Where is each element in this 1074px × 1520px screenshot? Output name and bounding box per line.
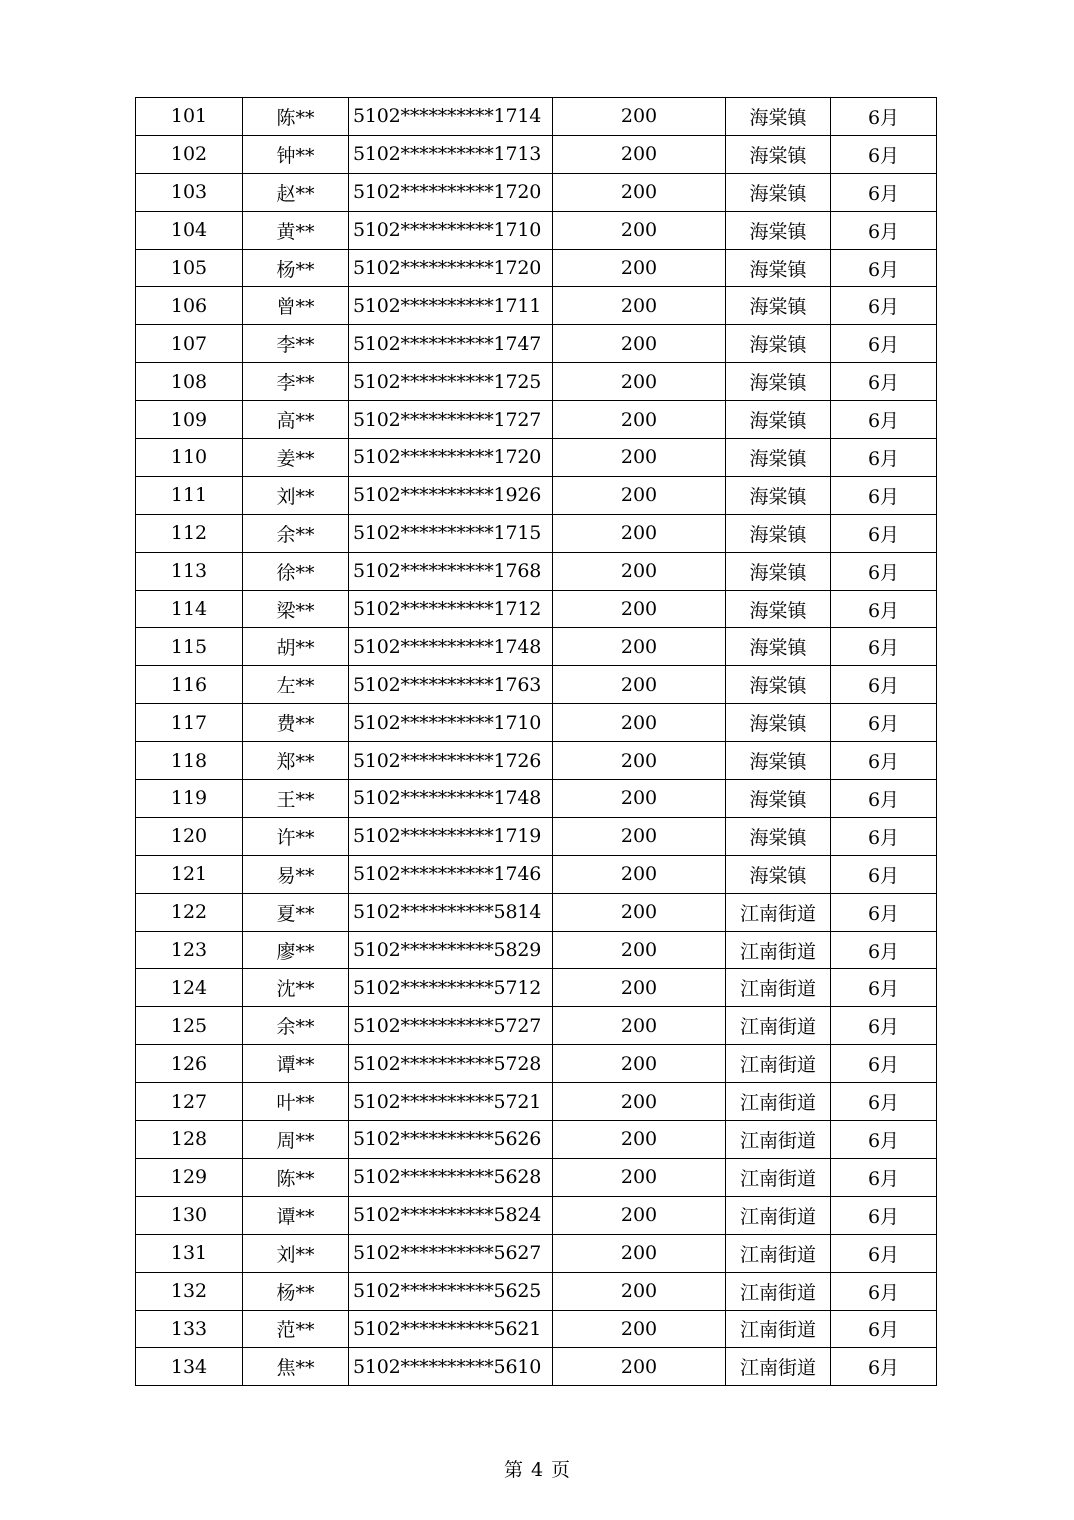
cell-amount: 200 — [553, 817, 726, 855]
cell-amount: 200 — [553, 249, 726, 287]
cell-location: 江南街道 — [726, 1158, 831, 1196]
cell-name: 姜** — [243, 439, 349, 477]
table-row — [136, 287, 937, 325]
cell-location: 海棠镇 — [726, 211, 831, 249]
table-row — [136, 1007, 937, 1045]
cell-amount: 200 — [553, 893, 726, 931]
cell-month: 6月 — [831, 363, 937, 401]
cell-location: 海棠镇 — [726, 590, 831, 628]
cell-location: 海棠镇 — [726, 363, 831, 401]
cell-number: 118 — [136, 742, 243, 780]
cell-id-number: 5102**********5610 — [349, 1348, 553, 1386]
cell-number: 119 — [136, 780, 243, 818]
cell-name: 李** — [243, 325, 349, 363]
cell-name: 黄** — [243, 211, 349, 249]
cell-month: 6月 — [831, 1121, 937, 1159]
cell-location: 海棠镇 — [726, 439, 831, 477]
cell-month: 6月 — [831, 1045, 937, 1083]
cell-id-number: 5102**********1748 — [349, 628, 553, 666]
cell-location: 海棠镇 — [726, 817, 831, 855]
cell-id-number: 5102**********1711 — [349, 287, 553, 325]
cell-id-number: 5102**********1746 — [349, 855, 553, 893]
cell-location: 海棠镇 — [726, 135, 831, 173]
table-row — [136, 249, 937, 287]
cell-amount: 200 — [553, 931, 726, 969]
cell-name: 廖** — [243, 931, 349, 969]
cell-number: 126 — [136, 1045, 243, 1083]
cell-name: 易** — [243, 855, 349, 893]
cell-name: 许** — [243, 817, 349, 855]
cell-amount: 200 — [553, 1121, 726, 1159]
cell-id-number: 5102**********5829 — [349, 931, 553, 969]
cell-number: 117 — [136, 704, 243, 742]
cell-amount: 200 — [553, 855, 726, 893]
page-number: 4 — [530, 1459, 544, 1481]
cell-number: 114 — [136, 590, 243, 628]
cell-id-number: 5102**********5621 — [349, 1310, 553, 1348]
cell-id-number: 5102**********5712 — [349, 969, 553, 1007]
cell-name: 高** — [243, 401, 349, 439]
cell-location: 江南街道 — [726, 1348, 831, 1386]
cell-amount: 200 — [553, 552, 726, 590]
table-row — [136, 893, 937, 931]
cell-id-number: 5102**********5627 — [349, 1234, 553, 1272]
table-row — [136, 135, 937, 173]
cell-number: 106 — [136, 287, 243, 325]
cell-month: 6月 — [831, 780, 937, 818]
cell-name: 陈** — [243, 1158, 349, 1196]
cell-name: 胡** — [243, 628, 349, 666]
cell-amount: 200 — [553, 969, 726, 1007]
cell-id-number: 5102**********1720 — [349, 173, 553, 211]
cell-amount: 200 — [553, 1158, 726, 1196]
cell-name: 谭** — [243, 1045, 349, 1083]
cell-id-number: 5102**********5628 — [349, 1158, 553, 1196]
cell-month: 6月 — [831, 1310, 937, 1348]
cell-number: 105 — [136, 249, 243, 287]
cell-month: 6月 — [831, 325, 937, 363]
cell-id-number: 5102**********1725 — [349, 363, 553, 401]
cell-number: 103 — [136, 173, 243, 211]
cell-location: 海棠镇 — [726, 325, 831, 363]
cell-number: 134 — [136, 1348, 243, 1386]
cell-id-number: 5102**********1726 — [349, 742, 553, 780]
cell-location: 江南街道 — [726, 1045, 831, 1083]
table-row — [136, 173, 937, 211]
cell-id-number: 5102**********1720 — [349, 249, 553, 287]
cell-amount: 200 — [553, 1272, 726, 1310]
table-row — [136, 855, 937, 893]
cell-id-number: 5102**********5721 — [349, 1083, 553, 1121]
cell-number: 113 — [136, 552, 243, 590]
cell-number: 107 — [136, 325, 243, 363]
cell-number: 120 — [136, 817, 243, 855]
cell-name: 刘** — [243, 1234, 349, 1272]
cell-month: 6月 — [831, 1196, 937, 1234]
cell-name: 沈** — [243, 969, 349, 1007]
table-row — [136, 1121, 937, 1159]
cell-month: 6月 — [831, 287, 937, 325]
cell-amount: 200 — [553, 1083, 726, 1121]
cell-amount: 200 — [553, 1007, 726, 1045]
cell-amount: 200 — [553, 325, 726, 363]
page-suffix: 页 — [551, 1459, 571, 1481]
cell-id-number: 5102**********5728 — [349, 1045, 553, 1083]
cell-id-number: 5102**********1747 — [349, 325, 553, 363]
cell-name: 夏** — [243, 893, 349, 931]
cell-name: 余** — [243, 1007, 349, 1045]
table-row — [136, 1234, 937, 1272]
cell-number: 115 — [136, 628, 243, 666]
cell-month: 6月 — [831, 628, 937, 666]
cell-number: 127 — [136, 1083, 243, 1121]
cell-location: 海棠镇 — [726, 514, 831, 552]
cell-month: 6月 — [831, 135, 937, 173]
cell-month: 6月 — [831, 1007, 937, 1045]
table-row — [136, 1158, 937, 1196]
cell-id-number: 5102**********5824 — [349, 1196, 553, 1234]
cell-amount: 200 — [553, 514, 726, 552]
cell-name: 郑** — [243, 742, 349, 780]
cell-location: 江南街道 — [726, 1007, 831, 1045]
cell-amount: 200 — [553, 1348, 726, 1386]
page-prefix: 第 — [503, 1459, 523, 1481]
cell-number: 116 — [136, 666, 243, 704]
cell-amount: 200 — [553, 590, 726, 628]
cell-location: 海棠镇 — [726, 666, 831, 704]
cell-location: 海棠镇 — [726, 287, 831, 325]
cell-number: 108 — [136, 363, 243, 401]
cell-amount: 200 — [553, 401, 726, 439]
cell-number: 129 — [136, 1158, 243, 1196]
cell-month: 6月 — [831, 666, 937, 704]
cell-location: 江南街道 — [726, 893, 831, 931]
cell-name: 李** — [243, 363, 349, 401]
cell-amount: 200 — [553, 1045, 726, 1083]
cell-month: 6月 — [831, 173, 937, 211]
cell-month: 6月 — [831, 855, 937, 893]
table-row — [136, 1310, 937, 1348]
table-body — [136, 98, 937, 1386]
table-row — [136, 98, 937, 136]
cell-id-number: 5102**********1763 — [349, 666, 553, 704]
beneficiary-table — [135, 97, 937, 1386]
cell-number: 130 — [136, 1196, 243, 1234]
cell-id-number: 5102**********1713 — [349, 135, 553, 173]
cell-location: 海棠镇 — [726, 249, 831, 287]
cell-name: 余** — [243, 514, 349, 552]
cell-id-number: 5102**********5625 — [349, 1272, 553, 1310]
cell-location: 江南街道 — [726, 1121, 831, 1159]
cell-month: 6月 — [831, 1348, 937, 1386]
cell-location: 海棠镇 — [726, 98, 831, 136]
table-row — [136, 704, 937, 742]
table-row — [136, 211, 937, 249]
cell-amount: 200 — [553, 135, 726, 173]
cell-id-number: 5102**********1727 — [349, 401, 553, 439]
cell-amount: 200 — [553, 476, 726, 514]
cell-id-number: 5102**********5814 — [349, 893, 553, 931]
cell-id-number: 5102**********5727 — [349, 1007, 553, 1045]
cell-location: 海棠镇 — [726, 552, 831, 590]
table-row — [136, 817, 937, 855]
cell-number: 123 — [136, 931, 243, 969]
cell-id-number: 5102**********1712 — [349, 590, 553, 628]
table-row — [136, 476, 937, 514]
cell-id-number: 5102**********1710 — [349, 211, 553, 249]
cell-name: 范** — [243, 1310, 349, 1348]
cell-month: 6月 — [831, 401, 937, 439]
cell-location: 海棠镇 — [726, 704, 831, 742]
cell-amount: 200 — [553, 780, 726, 818]
cell-month: 6月 — [831, 704, 937, 742]
cell-name: 谭** — [243, 1196, 349, 1234]
cell-amount: 200 — [553, 628, 726, 666]
cell-number: 131 — [136, 1234, 243, 1272]
cell-id-number: 5102**********1926 — [349, 476, 553, 514]
cell-name: 王** — [243, 780, 349, 818]
cell-id-number: 5102**********1715 — [349, 514, 553, 552]
cell-month: 6月 — [831, 439, 937, 477]
cell-name: 周** — [243, 1121, 349, 1159]
cell-amount: 200 — [553, 173, 726, 211]
table-row — [136, 1083, 937, 1121]
cell-number: 102 — [136, 135, 243, 173]
cell-month: 6月 — [831, 931, 937, 969]
cell-month: 6月 — [831, 249, 937, 287]
cell-month: 6月 — [831, 476, 937, 514]
cell-location: 江南街道 — [726, 969, 831, 1007]
cell-month: 6月 — [831, 211, 937, 249]
cell-amount: 200 — [553, 287, 726, 325]
cell-id-number: 5102**********1748 — [349, 780, 553, 818]
cell-name: 徐** — [243, 552, 349, 590]
cell-number: 124 — [136, 969, 243, 1007]
cell-amount: 200 — [553, 98, 726, 136]
cell-number: 128 — [136, 1121, 243, 1159]
table-row — [136, 325, 937, 363]
table-row — [136, 1348, 937, 1386]
cell-name: 刘** — [243, 476, 349, 514]
table-row — [136, 666, 937, 704]
cell-location: 江南街道 — [726, 1196, 831, 1234]
cell-number: 111 — [136, 476, 243, 514]
cell-month: 6月 — [831, 552, 937, 590]
cell-month: 6月 — [831, 893, 937, 931]
cell-number: 112 — [136, 514, 243, 552]
cell-number: 110 — [136, 439, 243, 477]
table-row — [136, 1045, 937, 1083]
cell-number: 133 — [136, 1310, 243, 1348]
cell-location: 海棠镇 — [726, 780, 831, 818]
cell-id-number: 5102**********5626 — [349, 1121, 553, 1159]
cell-name: 钟** — [243, 135, 349, 173]
cell-name: 曾** — [243, 287, 349, 325]
cell-id-number: 5102**********1719 — [349, 817, 553, 855]
cell-location: 海棠镇 — [726, 742, 831, 780]
cell-id-number: 5102**********1720 — [349, 439, 553, 477]
cell-id-number: 5102**********1768 — [349, 552, 553, 590]
cell-amount: 200 — [553, 363, 726, 401]
cell-amount: 200 — [553, 1310, 726, 1348]
cell-month: 6月 — [831, 817, 937, 855]
cell-amount: 200 — [553, 742, 726, 780]
table-row — [136, 1272, 937, 1310]
cell-location: 海棠镇 — [726, 476, 831, 514]
table-row — [136, 628, 937, 666]
cell-amount: 200 — [553, 1196, 726, 1234]
cell-number: 122 — [136, 893, 243, 931]
cell-month: 6月 — [831, 1158, 937, 1196]
cell-number: 104 — [136, 211, 243, 249]
cell-amount: 200 — [553, 1234, 726, 1272]
cell-name: 赵** — [243, 173, 349, 211]
cell-number: 109 — [136, 401, 243, 439]
cell-number: 101 — [136, 98, 243, 136]
cell-amount: 200 — [553, 211, 726, 249]
cell-name: 杨** — [243, 1272, 349, 1310]
cell-month: 6月 — [831, 1272, 937, 1310]
cell-name: 焦** — [243, 1348, 349, 1386]
cell-month: 6月 — [831, 98, 937, 136]
table-row — [136, 969, 937, 1007]
cell-number: 121 — [136, 855, 243, 893]
table-row — [136, 1196, 937, 1234]
cell-name: 梁** — [243, 590, 349, 628]
cell-name: 叶** — [243, 1083, 349, 1121]
cell-number: 125 — [136, 1007, 243, 1045]
cell-month: 6月 — [831, 590, 937, 628]
cell-location: 江南街道 — [726, 1272, 831, 1310]
cell-id-number: 5102**********1710 — [349, 704, 553, 742]
cell-amount: 200 — [553, 666, 726, 704]
table-row — [136, 590, 937, 628]
cell-name: 费** — [243, 704, 349, 742]
cell-name: 陈** — [243, 98, 349, 136]
cell-number: 132 — [136, 1272, 243, 1310]
table-row — [136, 780, 937, 818]
table-row — [136, 931, 937, 969]
cell-month: 6月 — [831, 742, 937, 780]
page-footer — [0, 1455, 1074, 1482]
cell-name: 左** — [243, 666, 349, 704]
table-row — [136, 742, 937, 780]
cell-month: 6月 — [831, 1234, 937, 1272]
cell-location: 海棠镇 — [726, 628, 831, 666]
table-row — [136, 552, 937, 590]
cell-location: 海棠镇 — [726, 855, 831, 893]
cell-location: 江南街道 — [726, 931, 831, 969]
cell-amount: 200 — [553, 704, 726, 742]
cell-month: 6月 — [831, 969, 937, 1007]
cell-location: 江南街道 — [726, 1234, 831, 1272]
cell-amount: 200 — [553, 439, 726, 477]
table-row — [136, 401, 937, 439]
cell-month: 6月 — [831, 514, 937, 552]
cell-location: 江南街道 — [726, 1310, 831, 1348]
cell-location: 海棠镇 — [726, 401, 831, 439]
cell-name: 杨** — [243, 249, 349, 287]
table-row — [136, 514, 937, 552]
cell-id-number: 5102**********1714 — [349, 98, 553, 136]
table-row — [136, 363, 937, 401]
cell-location: 海棠镇 — [726, 173, 831, 211]
cell-location: 江南街道 — [726, 1083, 831, 1121]
cell-month: 6月 — [831, 1083, 937, 1121]
table-row — [136, 439, 937, 477]
